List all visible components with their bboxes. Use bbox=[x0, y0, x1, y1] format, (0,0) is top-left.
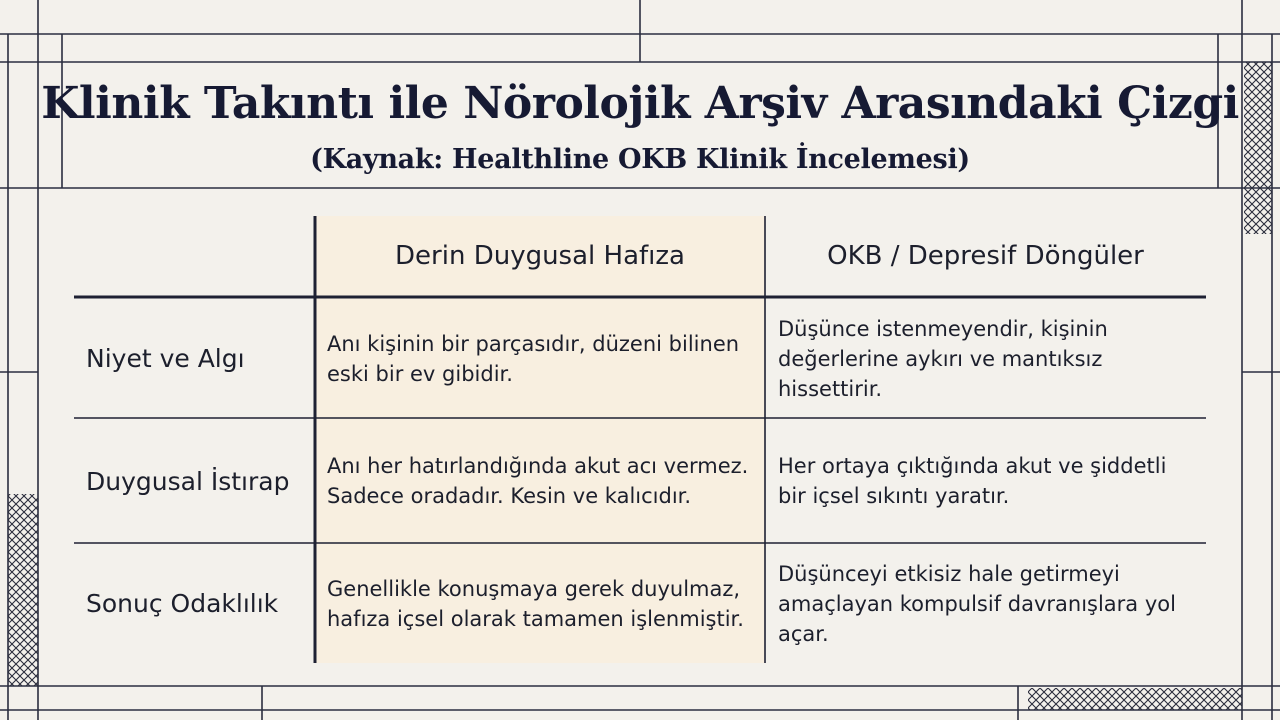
page-title: Klinik Takıntı ile Nörolojik Arşiv Arasındaki Çizgi bbox=[41, 78, 1239, 129]
column-header-ocd: OKB / Depresif Döngüler bbox=[827, 241, 1144, 271]
cell-ocd-emotional-distress: Her ortaya çıktığında akut ve şiddetli bir içsel sıkıntı yaratır. bbox=[778, 454, 1167, 508]
row-header-emotional-distress: Duygusal İstırap bbox=[86, 466, 290, 496]
row-header-outcome-focus: Sonuç Odaklılık bbox=[86, 589, 279, 618]
cell-memory-intention: Anı kişinin bir parçasıdır, düzeni bilinen eski bir ev gibidir. bbox=[327, 331, 740, 386]
cell-memory-emotional-distress: Anı her hatırlandığında akut acı vermez. Sadece oradadır. Kesin ve kalıcıdır. bbox=[327, 454, 749, 508]
column-header-memory: Derin Duygusal Hafıza bbox=[395, 241, 685, 271]
page-subtitle: (Kaynak: Healthline OKB Klinik İncelemesi) bbox=[310, 144, 970, 175]
cell-ocd-intention: Düşünce istenmeyendir, kişinin değerlerine aykırı ve mantıksız hissettirir. bbox=[778, 316, 1108, 401]
row-header-intention: Niyet ve Algı bbox=[86, 344, 245, 373]
cell-memory-outcome-focus: Genellikle konuşmaya gerek duyulmaz, hafıza içsel olarak tamamen işlenmiştir. bbox=[327, 576, 744, 631]
cell-ocd-outcome-focus: Düşünceyi etkisiz hale getirmeyi amaçlayan kompulsif davranışlara yol açar. bbox=[778, 561, 1176, 646]
